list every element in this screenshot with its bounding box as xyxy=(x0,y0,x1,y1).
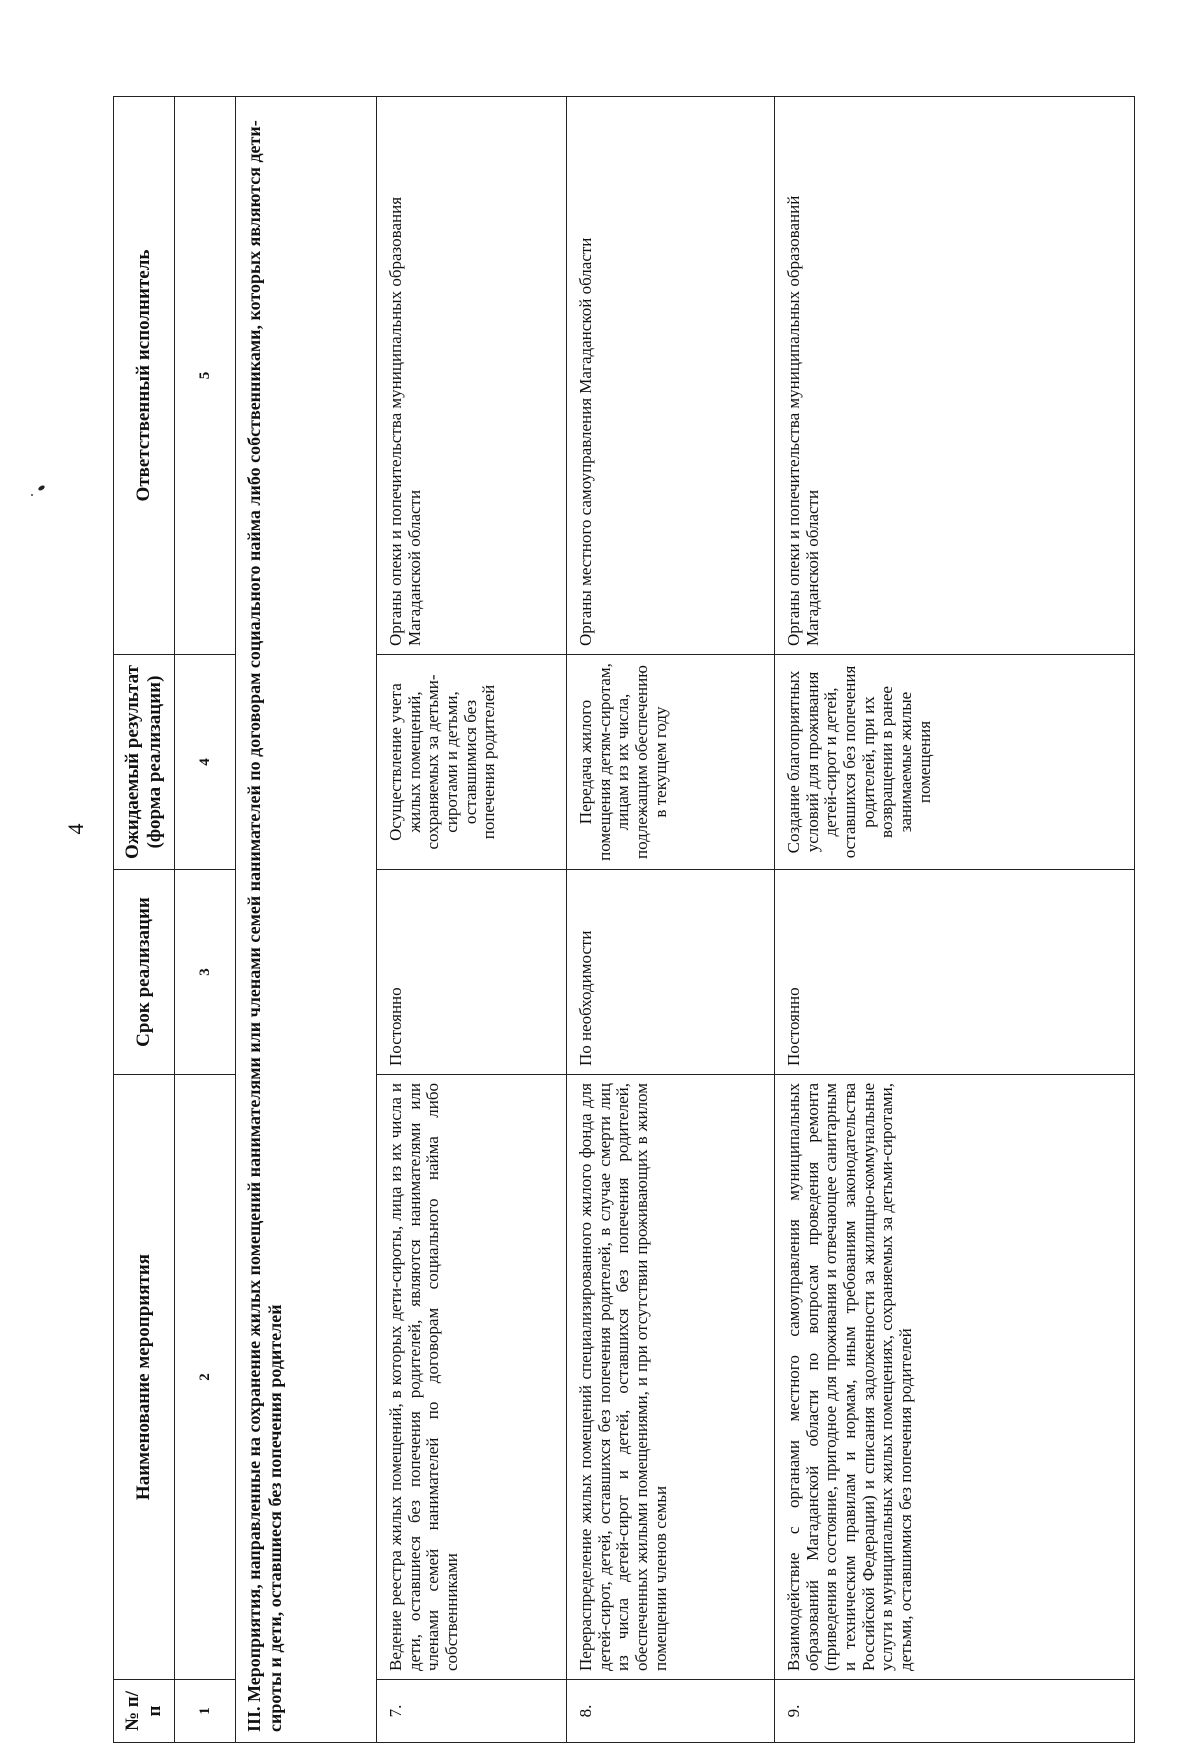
header-event-name: Наименование мероприятия xyxy=(114,1075,175,1680)
row-event-name: Взаимодействие с органами местного самоуправления муниципальных образований Магаданской области по вопросам проведения ремонта (приведения в состояние, пригодное для проживания и отвечающее санитарным и техническим правилам и нормам, иным требованиям законодательства Российской Федерации) и списания задолженности за жилищно-коммунальные услуги в муниципальных жилых помещениях, сохраняемых за детьми-сиротами, детьми, оставшимися без попечения родителей xyxy=(775,1075,1135,1680)
scan-speck-small xyxy=(31,494,33,496)
column-numbers-row xyxy=(174,97,236,1743)
row-number: 9. xyxy=(775,1680,1135,1743)
column-number: 1 xyxy=(174,1680,236,1743)
column-number: 2 xyxy=(174,1075,236,1680)
scan-speck xyxy=(37,485,45,492)
header-expected-result: Ожидаемый результат (форма реализации) xyxy=(114,655,175,870)
column-number: 4 xyxy=(174,655,236,870)
row-expected-result: Создание благоприятных условий для проживания детей-сирот и детей, оставшихся без попечения родителей, при их возвращении в ранее занимаемые жилые помещения xyxy=(775,655,1135,870)
table-row xyxy=(377,97,567,1743)
rotated-table-container xyxy=(113,87,1135,1743)
table-row xyxy=(567,97,775,1743)
row-expected-result: Передача жилого помещения детям-сиротам, лицам из их числа, подлежащим обеспечению в текущем году xyxy=(567,655,775,870)
row-expected-result: Осуществление учета жилых помещений, сохраняемых за детьми-сиротами и детьми, оставшимися без попечения родителей xyxy=(377,655,567,870)
row-event-name: Перераспределение жилых помещений специализированного жилого фонда для детей-сирот, детей, оставшихся без попечения родителей, в случае смерти лиц из числа детей-сирот и детей, оставшихся без попечения родителей, обеспеченных жилыми помещениями, и при отсутствии проживающих в жилом помещении членов семьи xyxy=(567,1075,775,1680)
section-row xyxy=(236,97,377,1743)
section-title: III. Мероприятия, направленные на сохранение жилых помещений нанимателями или членами семей нанимателей по договорам социального найма либо собственниками, которых являются дети-сироты и дети, оставшиеся без попечения родителей xyxy=(236,97,377,1743)
column-number: 5 xyxy=(174,97,236,655)
row-term: По необходимости xyxy=(567,870,775,1075)
row-event-name: Ведение реестра жилых помещений, в которых дети-сироты, лица из их числа и дети, оставшиеся без попечения родителей, являются нанимателями или членами семей нанимателей по договорам социального найма либо собственниками xyxy=(377,1075,567,1680)
header-term: Срок реализации xyxy=(114,870,175,1075)
row-executor: Органы местного самоуправления Магаданской области xyxy=(567,97,775,655)
header-number: № п/п xyxy=(114,1680,175,1743)
page-number: 4 xyxy=(63,823,88,835)
row-executor: Органы опеки и попечительства муниципальных образования Магаданской области xyxy=(377,97,567,655)
action-plan-table xyxy=(113,96,1135,1743)
row-number: 8. xyxy=(567,1680,775,1743)
column-number: 3 xyxy=(174,870,236,1075)
table-row xyxy=(775,97,1135,1743)
header-executor: Ответственный исполнитель xyxy=(114,97,175,655)
row-number: 7. xyxy=(377,1680,567,1743)
row-executor: Органы опеки и попечительства муниципальных образований Магаданской области xyxy=(775,97,1135,655)
row-term: Постоянно xyxy=(377,870,567,1075)
row-term: Постоянно xyxy=(775,870,1135,1075)
table-header-row xyxy=(114,97,175,1743)
table-rotation-wrapper xyxy=(113,87,1135,1743)
